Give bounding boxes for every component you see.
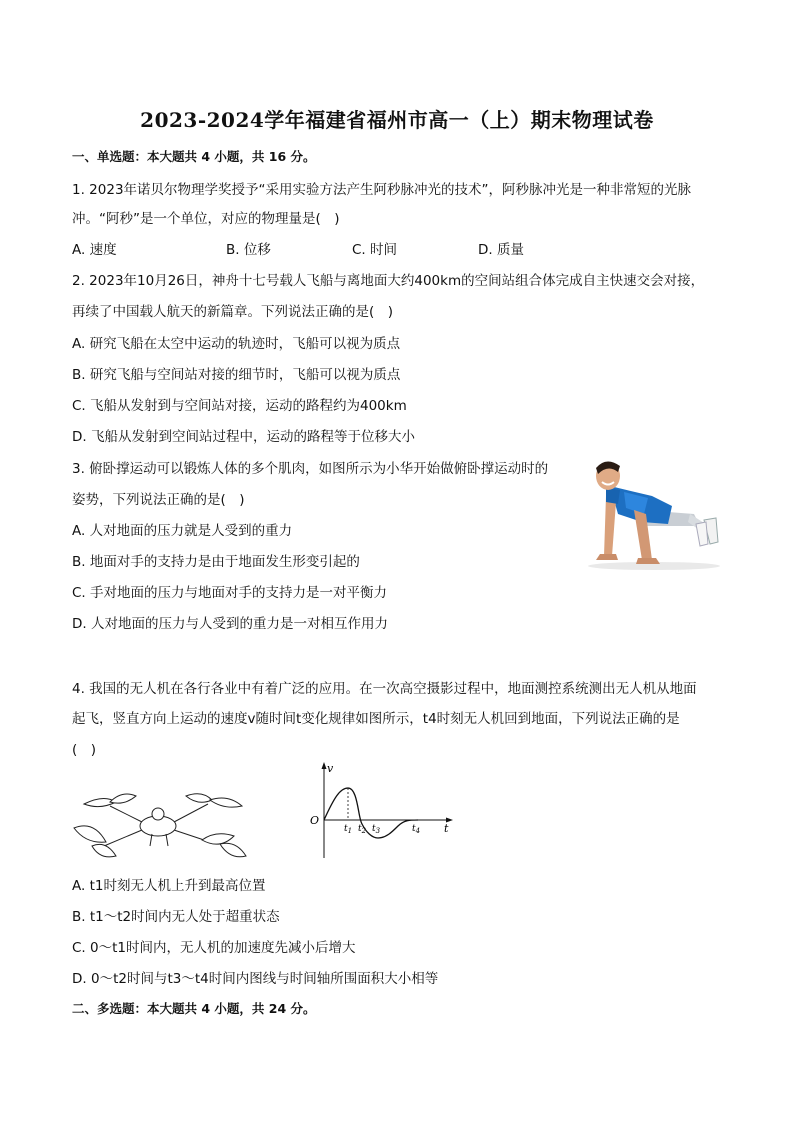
t4-label: $t_4$ [412, 824, 421, 835]
q1-stem-line1: 1. 2023年诺贝尔物理学奖授予“采用实验方法产生阿秒脉冲光的技术”，阿秒脉冲光是一种非常短的光脉 [72, 182, 692, 198]
q1-stem-line2: 冲。“阿秒”是一个单位，对应的物理量是( ) [72, 211, 340, 227]
q3-option-c: C. 手对地面的压力与地面对手的支持力是一对平衡力 [72, 585, 388, 601]
q2-stem-line2: 再续了中国载人航天的新篇章。下列说法正确的是( ) [72, 304, 394, 320]
q2-stem-line1: 2. 2023年10月26日，神舟十七号载人飞船与离地面大约400km的空间站组合体完成自主快速交会对接， [72, 273, 705, 289]
q3-stem-line1: 3. 俯卧撑运动可以锻炼人体的多个肌肉，如图所示为小华开始做俯卧撑运动时的 [72, 461, 549, 477]
q4-stem-line1: 4. 我国的无人机在各行各业中有着广泛的应用。在一次高空摄影过程中，地面测控系统测出无人机从地面 [72, 681, 697, 697]
q1-option-b: B. 位移 [226, 242, 271, 258]
q3-stem-line2: 姿势，下列说法正确的是( ) [72, 492, 245, 508]
section-heading-multi-choice: 二、多选题：本大题共 4 小题，共 24 分。 [72, 1001, 316, 1016]
page-title: 2023-2024学年福建省福州市高一（上）期末物理试卷 [140, 108, 654, 132]
v-axis-label: v [327, 762, 334, 775]
q4-option-c: C. 0～t1时间内，无人机的加速度先减小后增大 [72, 940, 356, 956]
q1-option-c: C. 时间 [352, 242, 398, 258]
t3-label: $t_3$ [372, 824, 381, 835]
q2-option-a: A. 研究飞船在太空中运动的轨迹时，飞船可以视为质点 [72, 336, 401, 352]
section-heading-single-choice: 一、单选题：本大题共 4 小题，共 16 分。 [72, 149, 316, 164]
velocity-time-graph [306, 758, 456, 862]
q1-option-a: A. 速度 [72, 242, 117, 258]
q4-stem-line2: 起飞，竖直方向上运动的速度v随时间t变化规律如图所示，t4时刻无人机回到地面，下列说法正确的是 [72, 711, 680, 727]
q4-option-a: A. t1时刻无人机上升到最高位置 [72, 878, 266, 894]
q3-option-b: B. 地面对手的支持力是由于地面发生形变引起的 [72, 554, 360, 570]
origin-label: O [310, 814, 320, 827]
t2-label: $t_2$ [358, 824, 367, 835]
q2-option-c: C. 飞船从发射到与空间站对接，运动的路程约为400km [72, 398, 407, 414]
q3-option-a: A. 人对地面的压力就是人受到的重力 [72, 523, 293, 539]
q4-stem-line3: ( ) [72, 742, 97, 758]
q1-option-d: D. 质量 [478, 242, 524, 258]
t-axis-label: t [444, 822, 449, 835]
push-up-illustration [582, 452, 724, 576]
q3-option-d: D. 人对地面的压力与人受到的重力是一对相互作用力 [72, 616, 388, 632]
q4-option-d: D. 0～t2时间与t3～t4时间内图线与时间轴所围面积大小相等 [72, 971, 439, 987]
q2-option-d: D. 飞船从发射到空间站过程中，运动的路程等于位移大小 [72, 429, 415, 445]
q2-option-b: B. 研究飞船与空间站对接的细节时，飞船可以视为质点 [72, 367, 401, 383]
drone-illustration [70, 784, 250, 864]
q4-option-b: B. t1～t2时间内无人处于超重状态 [72, 909, 280, 925]
velocity-curve [324, 788, 421, 838]
t1-label: $t_1$ [344, 824, 353, 835]
